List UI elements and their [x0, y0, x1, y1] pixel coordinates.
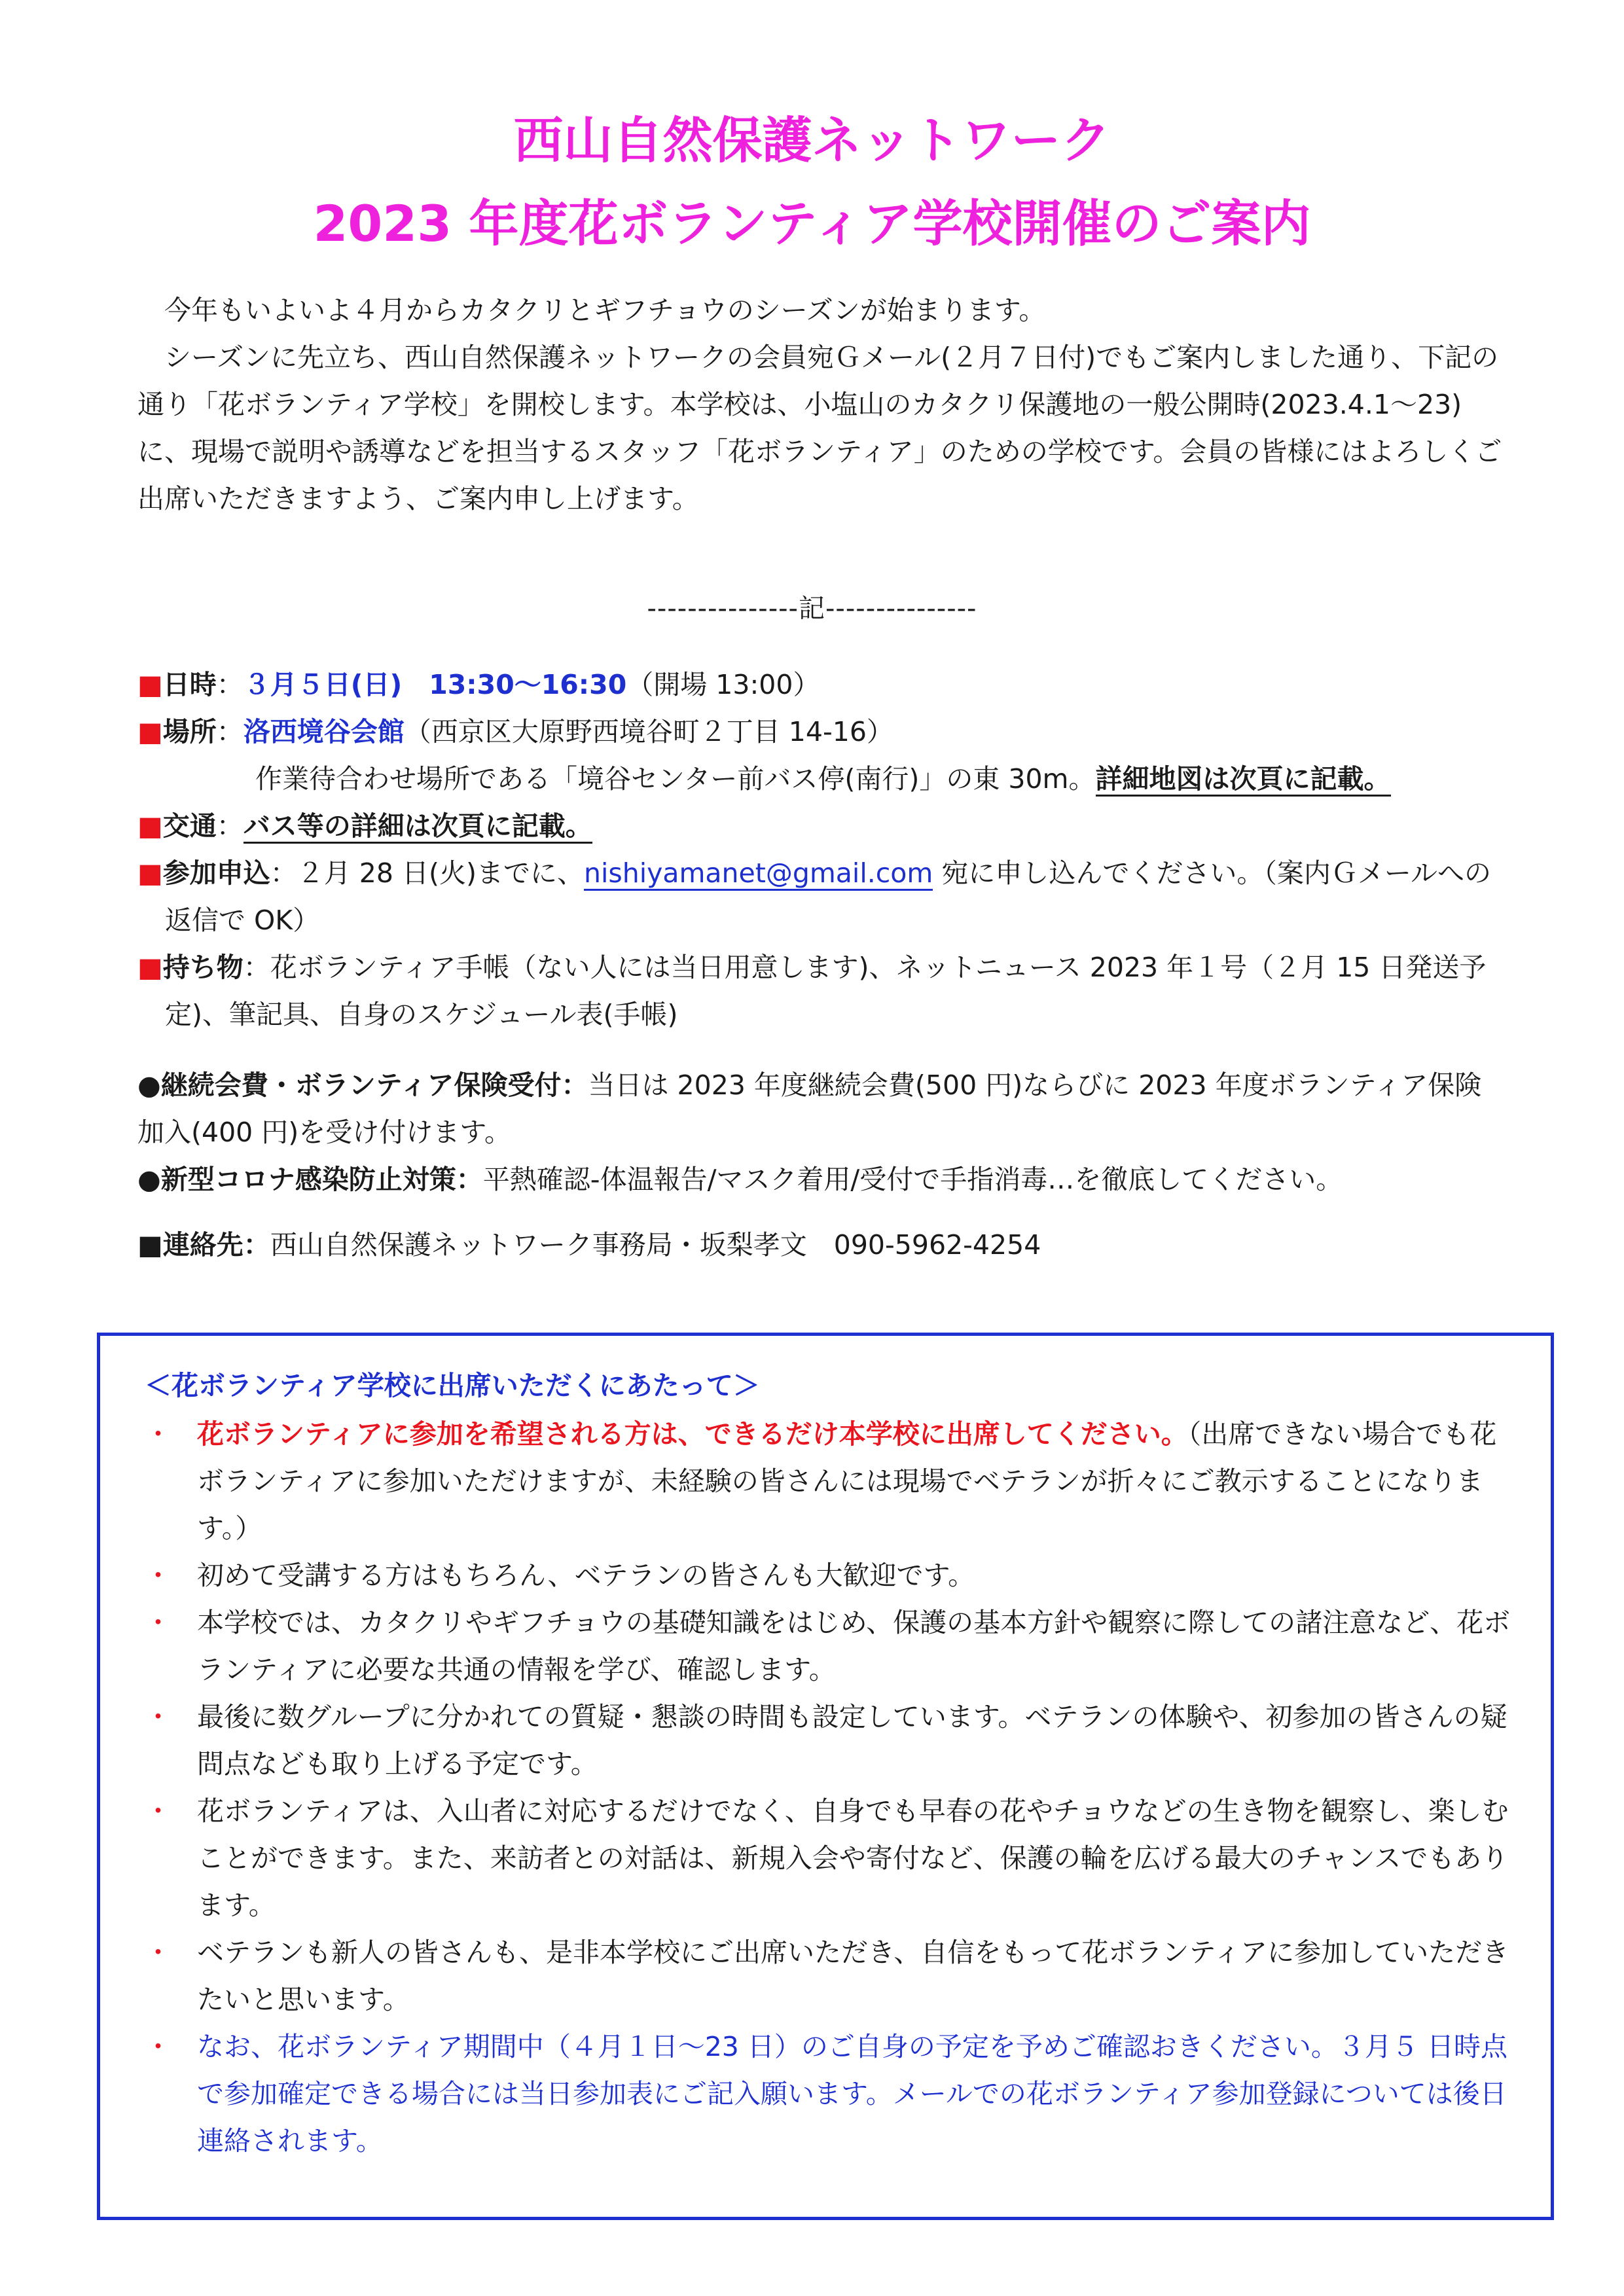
- contact-row: [137, 1221, 1506, 1268]
- guideline-item: [145, 1929, 1511, 2023]
- place-sep: ：: [216, 716, 244, 747]
- items-row: [137, 944, 1506, 1038]
- place-row: [137, 708, 1506, 755]
- date-row: [137, 661, 1506, 708]
- place-value: 洛西境谷会館: [243, 716, 405, 747]
- page-title: 西山自然保護ネットワーク: [513, 111, 1111, 170]
- bullet-dot: ・: [145, 1701, 171, 1732]
- covid-label: 新型コロナ感染防止対策：: [160, 1164, 483, 1195]
- place-label: 場所: [162, 716, 217, 747]
- guideline-item: [145, 1410, 1511, 1552]
- guideline-text: 本学校では、カタクリやギフチョウの基礎知識をはじめ、保護の基本方針や観察に際しての諸注意など、花ボランティアに必要な共通の情報を学び、確認します。: [197, 1607, 1511, 1685]
- place-meeting-point: 作業待合わせ場所である「境谷センター前バス停(南行)」の東 30m。: [255, 763, 1096, 795]
- square-bullet: ■: [137, 1229, 163, 1261]
- square-bullet: ■: [137, 716, 163, 747]
- items-sep: ：: [243, 952, 270, 983]
- covid-row: [137, 1156, 1506, 1203]
- page-subtitle: 2023 年度花ボランティア学校開催のご案内: [313, 194, 1311, 253]
- guidelines-heading: ＜花ボランティア学校に出席いただくにあたって＞: [145, 1370, 760, 1401]
- guideline-text: ベテランも新人の皆さんも、是非本学校にご出席いただき、自信をもって花ボランティアに参加していただきたいと思います。: [197, 1937, 1509, 2015]
- date-note: （開場 13:00）: [626, 669, 820, 700]
- bullet-dot: ・: [145, 1418, 171, 1450]
- bullet-dot: ・: [145, 1560, 171, 1591]
- spacer: [137, 1203, 1506, 1221]
- apply-after: 宛に申し込んでください。（案内Ｇメールへの返信で OK）: [165, 857, 1492, 936]
- fee-label: 継続会費・ボランティア保険受付：: [160, 1069, 588, 1101]
- bullet-dot: ・: [145, 2031, 171, 2062]
- apply-label: 参加申込: [162, 857, 270, 889]
- square-bullet: ■: [137, 952, 163, 983]
- bullet-dot: ・: [145, 1937, 171, 1968]
- intro: [137, 287, 1506, 522]
- guideline-emphasis: 花ボランティアに参加を希望される方は、できるだけ本学校に出席してください。: [197, 1418, 1188, 1450]
- covid-value: 平熱確認-体温報告/マスク着用/受付で手指消毒…を徹底してください。: [482, 1164, 1343, 1195]
- apply-row: [137, 850, 1506, 944]
- square-bullet: ■: [137, 857, 163, 889]
- guideline-text: （出席できない場合でも花ボランティアに参加いただけますが、未経験の皆さんには現場でベテランが折々にご教示することになります。）: [197, 1418, 1497, 1544]
- items-value: 花ボランティア手帳（ない人には当日用意します)、ネットニュース 2023 年１号（２月 15 日発送予定)、筆記具、自身のスケジュール表(手帳): [165, 952, 1487, 1030]
- map-note: 詳細地図は次頁に記載。: [1096, 763, 1391, 797]
- guideline-item: [145, 1552, 1511, 1599]
- guidelines-box: [97, 1333, 1554, 2220]
- round-bullet: ●: [137, 1069, 161, 1101]
- square-bullet: ■: [137, 669, 163, 700]
- items-label: 持ち物: [162, 952, 244, 983]
- contact-value: 西山自然保護ネットワーク事務局・坂梨孝文 090-5962-4254: [270, 1229, 1041, 1261]
- guideline-item: [145, 1693, 1511, 1787]
- transport-label: 交通: [162, 810, 217, 842]
- guideline-item: [145, 1599, 1511, 1693]
- intro-paragraph-1: 今年もいよいよ４月からカタクリとギフチョウのシーズンが始まります。: [164, 295, 1046, 326]
- details-section: [137, 661, 1506, 1268]
- place-detail-row: [137, 755, 1506, 802]
- round-bullet: ●: [137, 1164, 161, 1195]
- guideline-item: [145, 2023, 1511, 2164]
- ki-separator: ---------------記---------------: [647, 594, 977, 624]
- apply-before: ２月 28 日(火)までに、: [297, 857, 584, 889]
- bullet-dot: ・: [145, 1607, 171, 1638]
- guideline-text: 花ボランティアは、入山者に対応するだけでなく、自身でも早春の花やチョウなどの生き物を観察し、楽しむことができます。また、来訪者との対話は、新規入会や寄付など、保護の輪を広げる最大のチャンスでもあります。: [197, 1795, 1509, 1921]
- guideline-item: [145, 1787, 1511, 1929]
- transport-row: [137, 802, 1506, 850]
- transport-value: バス等の詳細は次頁に記載。: [244, 810, 592, 844]
- guideline-text: なお、花ボランティア期間中（４月１日～23 日）のご自身の予定を予めご確認おきください。３月５ 日時点で参加確定できる場合には当日参加表にご記入願います。メールでの花ボランティア参加登録については後日連絡されます。: [197, 2031, 1507, 2157]
- contact-label: 連絡先：: [162, 1229, 270, 1261]
- intro-paragraph-2: シーズンに先立ち、西山自然保護ネットワークの会員宛Ｇメール(２月７日付)でもご案内しました通り、下記の通り「花ボランティア学校」を開校します。本学校は、小塩山のカタクリ保護地の一般公開時(2023.4.1～23)に、現場で説明や誘導などを担当するスタッフ「花ボランティア」のための学校です。会員の皆様にはよろしくご出席いただきますよう、ご案内申し上げます。: [137, 342, 1502, 514]
- fee-value: 当日は 2023 年度継続会費(500 円)ならびに 2023 年度ボランティア保険加入(400 円)を受け付けます。: [137, 1069, 1482, 1148]
- date-sep: ：: [216, 669, 244, 700]
- email-link[interactable]: nishiyamanet@gmail.com: [584, 857, 933, 891]
- square-bullet: ■: [137, 810, 163, 842]
- guideline-text: 最後に数グループに分かれての質疑・懇談の時間も設定しています。ベテランの体験や、初参加の皆さんの疑問点なども取り上げる予定です。: [197, 1701, 1507, 1780]
- date-value: ３月５日(日) 13:30～16:30: [243, 669, 627, 700]
- transport-sep: ：: [216, 810, 244, 842]
- bullet-dot: ・: [145, 1795, 171, 1827]
- guideline-text: 初めて受講する方はもちろん、ベテランの皆さんも大歓迎です。: [197, 1560, 975, 1591]
- place-address: （西京区大原野西境谷町２丁目 14-16）: [404, 716, 893, 747]
- date-label: 日時: [162, 669, 217, 700]
- apply-sep: ：: [270, 857, 297, 889]
- fee-row: [137, 1062, 1506, 1156]
- spacer: [137, 1038, 1506, 1062]
